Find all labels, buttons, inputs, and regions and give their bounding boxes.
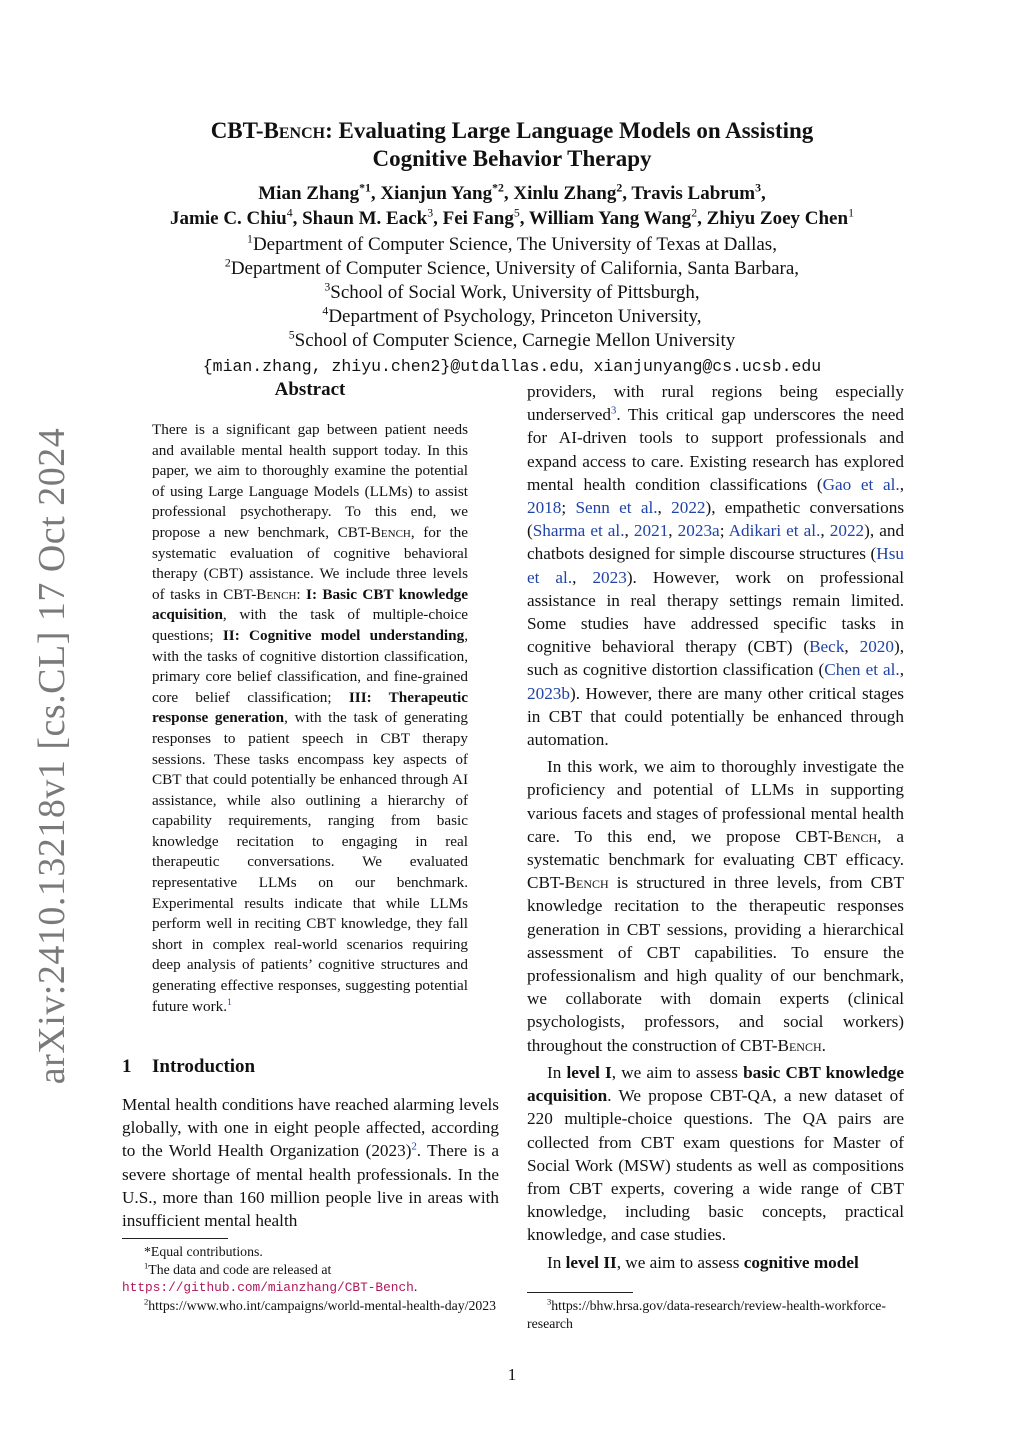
arxiv-watermark xyxy=(26,427,78,1085)
paper-title xyxy=(100,117,924,173)
author-line-2: Jamie C. Chiu$^4$, Shaun M. Eack$^3$, Fei Fang$^5$, William Yang Wang$^2$, Zhiyu Zoey Chen$^1$ xyxy=(170,206,854,229)
author-list xyxy=(100,181,924,231)
paragraph: In level II, we aim to assess cognitive model xyxy=(547,1252,859,1272)
right-column-text xyxy=(527,380,904,1274)
footnote-rule-right xyxy=(527,1292,633,1293)
affiliation-list xyxy=(100,233,924,379)
citation-link[interactable]: 2020 xyxy=(859,637,894,657)
author-line-1: Mian Zhang$^{*1}$, Xianjun Yang$^{*2}$, Xinlu Zhang$^2$, Travis Labrum$^3$, xyxy=(258,181,766,204)
github-link[interactable]: https://github.com/ xyxy=(122,1280,268,1295)
arxiv-id-text: arXiv:2410.13218v1 [cs.CL] 17 Oct 2024 xyxy=(31,427,73,1085)
title-line-2: Cognitive Behavior Therapy xyxy=(372,146,652,171)
affiliation: $^1$Department of Computer Science, The University of Texas at Dallas, xyxy=(247,232,777,255)
affiliation: $^2$Department of Computer Science, University of California, Santa Barbara, xyxy=(224,256,800,279)
author-name: Jamie C. Chiu xyxy=(170,208,287,229)
footnote-ref-1[interactable]: 1 xyxy=(227,997,232,1008)
citation-link[interactable]: Chen et al. xyxy=(824,660,900,680)
email-1[interactable]: {mian.zhang, zhiyu.chen2}@utdallas.edu xyxy=(202,357,580,376)
paragraph: providers, with rural regions being especially underserved$^3$. This critical gap underscores the need for AI-driven tools to support professionals and expand access to care. Existing research has explored mental health condition classifications (Gao et al., 2018; Senn et al., 2022), empathetic conversations (Sharma et al., 2021, 2023a; Adikari et al., 2022), and chatbots designed for simple discourse structures (Hsu et al., 2023). However, work on professional assistance in real therapy settings remain limited. Some studies have addressed specific tasks in cognitive behavioral therapy (CBT) (Beck, 2020), such as cognitive distortion classification (Chen et al., 2023b). However, there are many other critical stages in CBT that could potentially be enhanced through automation. xyxy=(527,382,905,750)
author-name: Fei Fang xyxy=(442,208,514,229)
email-2[interactable]: xianjunyang@cs.ucsb.edu xyxy=(593,357,822,376)
citation-link[interactable]: Senn et al. xyxy=(575,498,658,518)
citation-link[interactable]: 2023a xyxy=(677,521,720,541)
paragraph: In level I, we aim to assess basic CBT knowledge acquisition. We propose CBT-QA, a new dataset of 220 multiple-choice questions. The QA pairs are collected from CBT exam questions for Master of Social Work (MSW) students as well as compositions from CBT experts, covering a wide range of CBT knowledge, including basic concepts, practical knowledge, and case studies. xyxy=(527,1062,904,1245)
footnote-2: $^2$https://www.who.int/campaigns/world-mental-health-day/2023 xyxy=(144,1295,497,1313)
footnote-equal: *Equal contributions. xyxy=(144,1244,263,1259)
paper-header xyxy=(100,117,924,379)
citation-link[interactable]: 2022 xyxy=(829,521,865,541)
author-name: Xinlu Zhang xyxy=(513,183,617,204)
affiliation: $^5$School of Computer Science, Carnegie Mellon University xyxy=(288,328,736,351)
affiliation: $^4$Department of Psychology, Princeton University, xyxy=(322,304,702,327)
author-name: Zhiyu Zoey Chen xyxy=(706,208,849,229)
citation-link[interactable]: Hsu et al. xyxy=(527,544,904,587)
footnotes-right xyxy=(527,1297,904,1332)
footnote-3: $^3$https://bhw.hrsa.gov/data-research/review-health-workforce-research xyxy=(527,1296,886,1331)
footnote-ref-3[interactable]: 3 xyxy=(611,405,617,417)
citation-link[interactable]: Gao et al. xyxy=(822,474,900,494)
footnote-rule-left xyxy=(122,1238,228,1239)
page-number: 1 xyxy=(507,1365,517,1384)
title-line-1: CBT-Bench: Evaluating Large Language Models on Assisting xyxy=(210,118,814,143)
citation-link[interactable]: 2018 xyxy=(527,498,562,518)
footnote-1: $^1$The data and code are released at https://github.com/mianzhang/CBT-Bench. xyxy=(122,1259,418,1295)
author-name: Travis Labrum xyxy=(631,183,756,204)
introduction-paragraph: Mental health conditions have reached alarming levels globally, with one in eight people affected, according to the World Health Organization (2023)$^2$. There is a severe shortage of mental health professionals. In the U.S., more than 160 million people live in areas with insufficient mental health xyxy=(122,1095,499,1231)
citation-link[interactable]: Adikari et al. xyxy=(728,521,821,541)
author-name: Xianjun Yang xyxy=(380,183,493,204)
author-name: Shaun M. Eack xyxy=(302,208,428,229)
author-name: Mian Zhang xyxy=(258,183,360,204)
paragraph: In this work, we aim to thoroughly investigate the proficiency and potential of LLMs in supporting various facets and stages of professional mental health care. To this end, we propose CBT-Bench, a systematic benchmark for evaluating CBT efficacy. CBT-Bench is structured in three levels, from CBT knowledge recitation to the therapeutic responses generation in CBT sessions, providing a hierarchical assessment of CBT capabilities. To ensure the professionalism and high quality of our benchmark, we collaborate with domain experts (clinical psychologists, professors, and social workers) throughout the construction of CBT-Bench. xyxy=(527,757,904,1055)
section-heading-introduction: 1 Introduction xyxy=(122,1056,256,1077)
citation-link[interactable]: 2023 xyxy=(592,567,627,587)
author-name: William Yang Wang xyxy=(528,208,692,229)
citation-link[interactable]: 2021 xyxy=(633,521,669,541)
citation-link[interactable]: Beck xyxy=(809,637,845,657)
abstract-body: There is a significant gap between patient needs and available mental health support today. In this paper, we aim to thoroughly examine the potential of using Large Language Models (LLMs) to assist professional psychotherapy. To this end, we propose a new benchmark, CBT-Bench, for the systematic evaluation of cognitive behavioral therapy (CBT) assistance. We include three levels of tasks in CBT-Bench: I: Basic CBT knowledge acquisition, with the task of multiple-choice questions; II: Cognitive model understanding, with the tasks of cognitive distortion classification, primary core belief classification, and fine-grained core belief classification; III: Therapeutic response generation, with the task of generating responses to patient speech in CBT therapy sessions. These tasks encompass key aspects of CBT that could potentially be enhanced through AI assistance, while also outlining a hierarchy of capability requirements, ranging from basic knowledge recitation to engaging in real therapeutic conversations. We evaluated representative LLMs on our benchmark. Experimental results indicate that while LLMs perform well in reciting CBT knowledge, they fall short in complex real-world scenarios requiring deep analysis of patients’ cognitive structures and generating effective responses, suggesting potential future work.$^1$ xyxy=(152,421,469,1015)
footnotes-left xyxy=(122,1243,499,1314)
author-emails: {mian.zhang, zhiyu.chen2}@utdallas.edu, xianjunyang@cs.ucsb.edu xyxy=(202,355,822,376)
affiliation: $^3$School of Social Work, University of Pittsburgh, xyxy=(324,280,700,303)
citation-link[interactable]: 2023b xyxy=(527,683,570,703)
footnote-ref-2[interactable]: 2 xyxy=(411,1141,417,1153)
abstract-heading: Abstract xyxy=(274,379,346,400)
citation-link[interactable]: Sharma et al. xyxy=(532,521,625,541)
github-link-cont[interactable]: mianzhang/CBT-Bench xyxy=(267,1280,414,1295)
citation-link[interactable]: 2022 xyxy=(671,498,706,518)
